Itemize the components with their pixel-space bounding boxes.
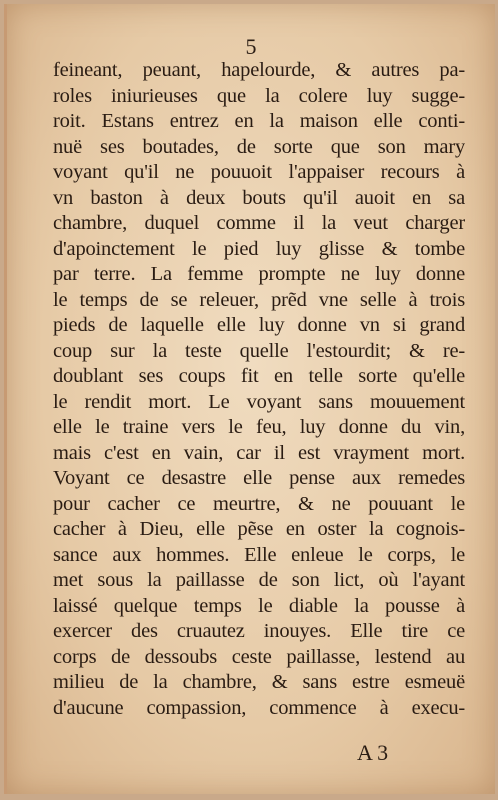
text-line: d'aucune compassion, commence à execu- bbox=[53, 696, 465, 719]
text-line: feineant, peuant, hapelourde, & autres pa- bbox=[53, 59, 465, 81]
book-page bbox=[4, 4, 495, 794]
text-body bbox=[53, 58, 465, 721]
text-line: par terre. La femme prompte ne luy donne bbox=[53, 263, 465, 285]
text-line: doublant ses coups fit en telle sorte qu'elle bbox=[53, 365, 465, 387]
text-line: milieu de la chambre, & sans estre esmeuë bbox=[53, 671, 465, 693]
text-line: met sous la paillasse de son lict, où l'ayant bbox=[53, 569, 465, 591]
page-number: 5 bbox=[245, 34, 257, 59]
text-line: chambre, duquel comme il la veut charger bbox=[53, 212, 465, 234]
text-line: le temps de se releuer, prẽd vne selle à trois bbox=[53, 288, 465, 311]
text-line: mais c'est en vain, car il est vrayment mort. bbox=[53, 441, 465, 464]
text-line: roit. Estans entrez en la maison elle conti- bbox=[53, 110, 465, 132]
text-line: voyant qu'il ne pouuoit l'appaiser recours à bbox=[53, 161, 465, 183]
text-line: sance aux hommes. Elle enleue le corps, le bbox=[53, 543, 465, 566]
text-line: corps de dessoubs ceste paillasse, lestend au bbox=[53, 645, 465, 668]
text-line: laissé quelque temps le diable la pousse à bbox=[53, 594, 465, 617]
text-line: exercer des cruautez inouyes. Elle tire ce bbox=[53, 620, 465, 642]
text-line: d'apoinctement le pied luy glisse & tombe bbox=[53, 237, 465, 260]
text-line: Voyant ce desastre elle pense aux remedes bbox=[53, 467, 465, 489]
text-line: elle le traine vers le feu, luy donne du vin, bbox=[53, 416, 465, 438]
text-line: pieds de laquelle elle luy donne vn si grand bbox=[53, 314, 465, 336]
text-line: le rendit mort. Le voyant sans mouuement bbox=[53, 390, 465, 413]
signature-mark: A 3 bbox=[357, 740, 389, 765]
text-line: vn baston à deux bouts qu'il auoit en sa bbox=[53, 186, 465, 209]
text-line: cacher à Dieu, elle pẽse en oster la cognois- bbox=[53, 518, 465, 540]
text-line: roles iniurieuses que la colere luy sugge- bbox=[53, 84, 465, 107]
text-line: nuë ses boutades, de sorte que son mary bbox=[53, 135, 465, 158]
text-line: coup sur la teste quelle l'estourdit; & re- bbox=[53, 339, 465, 362]
text-line: pour cacher ce meurtre, & ne pouuant le bbox=[53, 492, 465, 515]
